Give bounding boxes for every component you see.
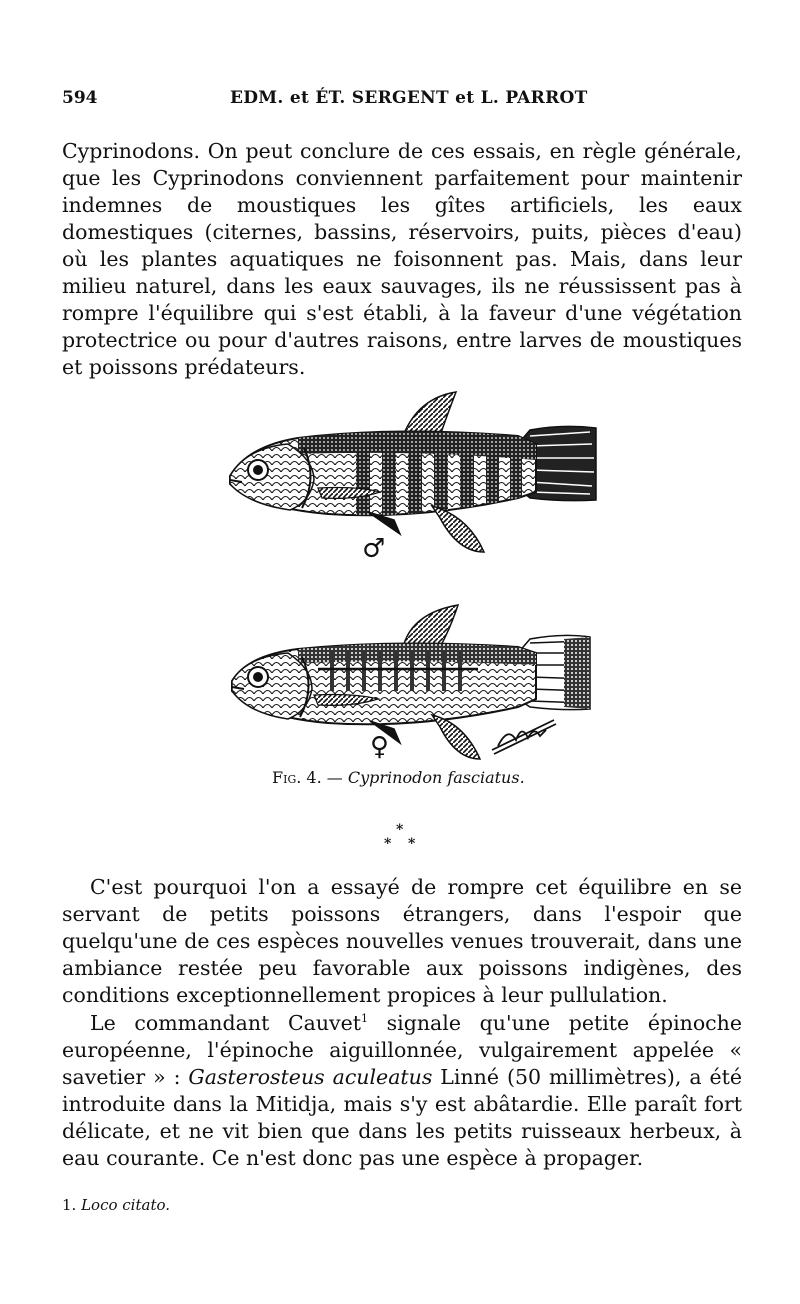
- female-symbol: ♀: [370, 732, 390, 762]
- footnote-reference: 1: [361, 1012, 369, 1026]
- male-fish-illustration: [218, 388, 608, 558]
- caption-dash: —: [321, 768, 348, 787]
- running-head-authors: EDM. et ÉT. SERGENT et L. PARROT: [230, 88, 588, 108]
- body-paragraph-3: [62, 1010, 742, 1172]
- figure-caption: [272, 768, 525, 787]
- figure-4: [0, 388, 800, 828]
- asterism-star-right: *: [408, 836, 416, 852]
- body-paragraph-2: C'est pourquoi l'on a essayé de rompre cet équilibre en se servant de petits poissons étrangers, dans l'espoir que quelqu'une de ces espèces nouvelles venues trouverait, dans une ambiance restée peu favorable aux poissons indigènes, des conditions exceptionnellement propices à leur pullulation.: [62, 875, 742, 1007]
- section-asterism: [382, 822, 422, 852]
- engraver-signature: [488, 716, 558, 756]
- paragraph-3-text-start: Le commandant Cauvet: [90, 1011, 362, 1035]
- footnote: [62, 1196, 170, 1214]
- page-number: 594: [62, 88, 98, 108]
- footnote-marker: 1.: [62, 1196, 77, 1214]
- footnote-text: Loco citato.: [81, 1196, 171, 1214]
- caption-species: Cyprinodon fasciatus.: [347, 768, 525, 787]
- paragraph-3-text-end: Linné (50 millimètres), a été introduite dans la Mitidja, mais s'y est abâtardie. Elle paraît fort délicate, et ne vit bien que dans les petits ruisseaux herbeux, à eau courante. Ce n'est donc pas une espèce à propager.: [62, 1065, 742, 1170]
- paragraph-3-text-middle: signale qu'une petite épinoche européenne, l'épinoche aiguillonnée, vulgairement appelée « savetier » :: [62, 1011, 742, 1089]
- species-name: Gasterosteus aculeatus: [188, 1065, 433, 1089]
- running-header: [62, 88, 742, 112]
- asterism-star-left: *: [384, 836, 392, 852]
- male-symbol: ♂: [362, 534, 386, 564]
- figure-label: Fig. 4.: [272, 768, 322, 787]
- body-paragraph-1: Cyprinodons. On peut conclure de ces essais, en règle générale, que les Cyprinodons conviennent parfaitement pour maintenir indemnes de moustiques les gîtes artificiels, les eaux domestiques (citernes, bassins, réservoirs, puits, pièces d'eau) où les plantes aquatiques ne foisonnent pas. Mais, dans leur milieu naturel, dans les eaux sauvages, ils ne réussissent pas à rompre l'équilibre qui s'est établi, à la faveur d'une végétation protectrice ou pour d'autres raisons, entre larves de moustiques et poissons prédateurs.: [62, 139, 742, 379]
- asterism-star-top: *: [396, 822, 404, 838]
